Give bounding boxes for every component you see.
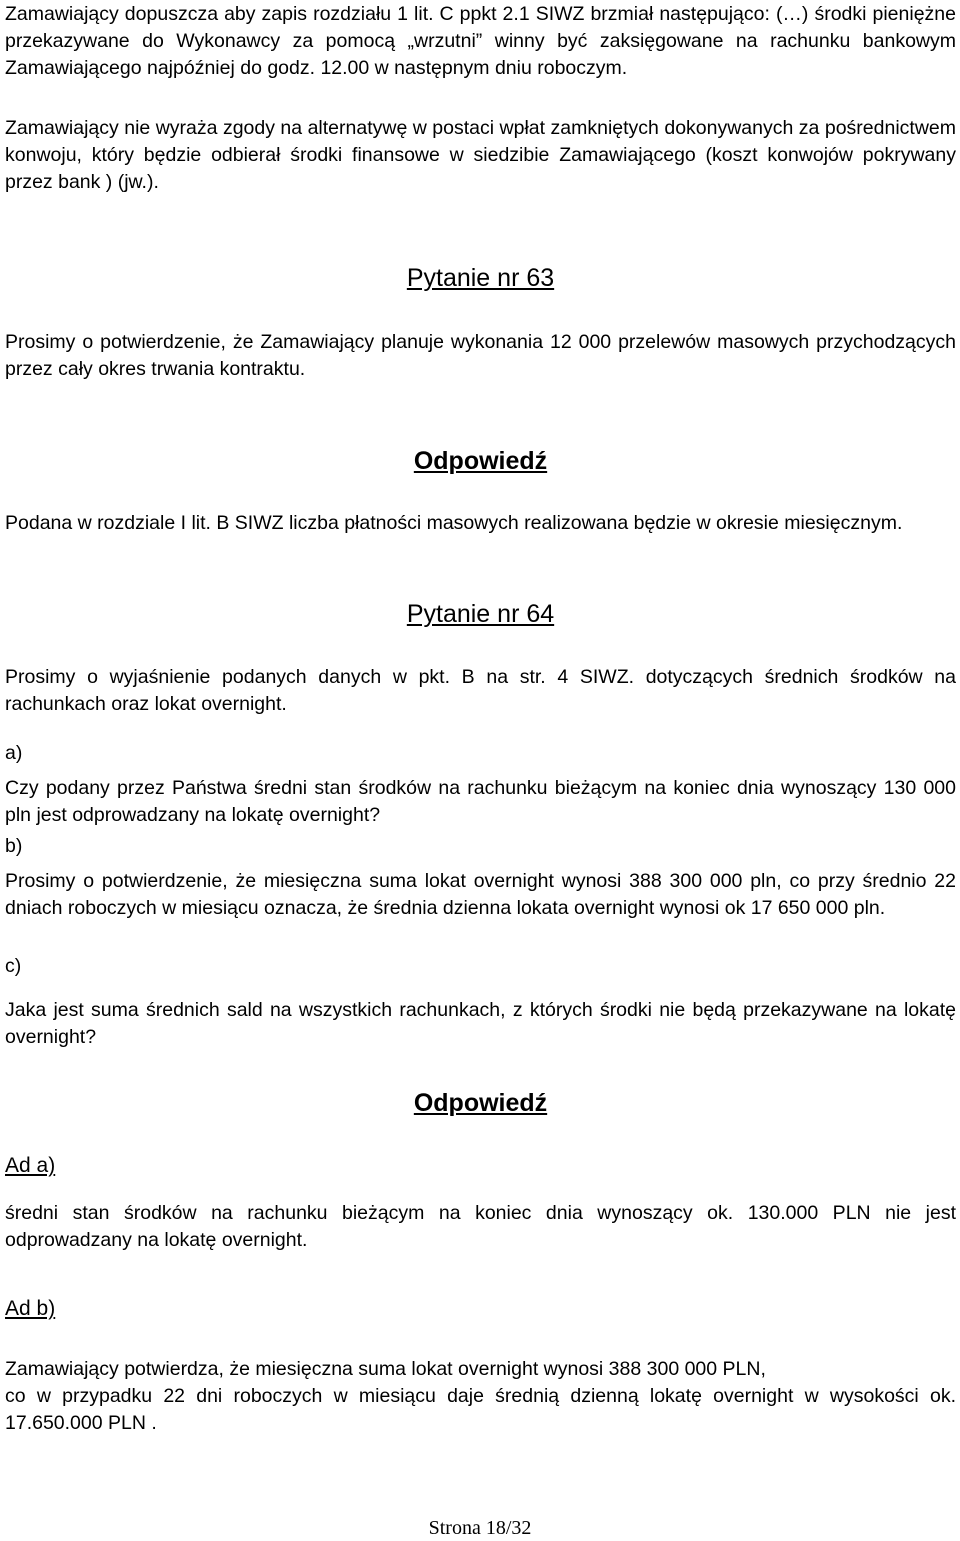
answer-64-ad-b-rest: co w przypadku 22 dni roboczych w miesiącu daje średnią dzienną lokatę overnight w wysokości ok. 17.650.000 PLN . [5, 1385, 956, 1434]
answer-64-ad-a-text: średni stan środków na rachunku bieżącym na koniec dnia wynoszący ok. 130.000 PLN nie jest odprowadzany na lokatę overnight. [5, 1202, 956, 1251]
answer-64-ad-a-label: Ad a) [5, 1154, 56, 1177]
question-63-heading: Pytanie nr 63 [406, 264, 555, 292]
answer-64-ad-b-label: Ad b) [5, 1297, 56, 1320]
page-number-footer: Strona 18/32 [428, 1517, 532, 1539]
answer-63-heading: Odpowiedź [413, 447, 548, 475]
question-64-intro: Prosimy o wyjaśnienie podanych danych w pkt. B na str. 4 SIWZ. dotyczących średnich środków na rachunkach oraz lokat overnight. [5, 666, 956, 715]
answer-64-ad-b-line1: Zamawiający potwierdza, że miesięczna suma lokat overnight wynosi 388 300 000 PLN, [5, 1358, 766, 1380]
question-63-text: Prosimy o potwierdzenie, że Zamawiający planuje wykonania 12 000 przelewów masowych przychodzących przez cały okres trwania kontraktu. [5, 331, 956, 380]
question-64-b-text: Prosimy o potwierdzenie, że miesięczna suma lokat overnight wynosi 388 300 000 pln, co przy średnio 22 dniach roboczych w miesiącu oznacza, że średnia dzienna lokata overnight wynosi ok 17 650 000 pln. [5, 870, 956, 919]
question-64-a-label: a) [5, 742, 23, 764]
answer-64-heading: Odpowiedź [413, 1089, 548, 1117]
question-64-c-label: c) [5, 955, 22, 977]
question-64-heading: Pytanie nr 64 [406, 600, 555, 628]
question-64-b-label: b) [5, 835, 23, 857]
question-64-c-text: Jaka jest suma średnich sald na wszystkich rachunkach, z których środki nie będą przekazywane na lokatę overnight? [5, 999, 956, 1048]
paragraph-konwoj: Zamawiający nie wyraża zgody na alternatywę w postaci wpłat zamkniętych dokonywanych za pośrednictwem konwoju, który będzie odbierał środki finansowe w siedzibie Zamawiającego (koszt konwojów pokrywany przez bank ) (jw.). [5, 117, 956, 193]
paragraph-wrzutnia: Zamawiający dopuszcza aby zapis rozdziału 1 lit. C ppkt 2.1 SIWZ brzmiał następująco: (…) środki pieniężne przekazywane do Wykonawcy za pomocą „wrzutni” winny być zaksięgowane na rachunku bankowym Zamawiającego najpóźniej do godz. 12.00 w następnym dniu roboczym. [5, 3, 956, 79]
question-64-a-text: Czy podany przez Państwa średni stan środków na rachunku bieżącym na koniec dnia wynoszący 130 000 pln jest odprowadzany na lokatę overnight? [5, 777, 956, 826]
answer-63-text: Podana w rozdziale I lit. B SIWZ liczba płatności masowych realizowana będzie w okresie miesięcznym. [5, 512, 903, 534]
